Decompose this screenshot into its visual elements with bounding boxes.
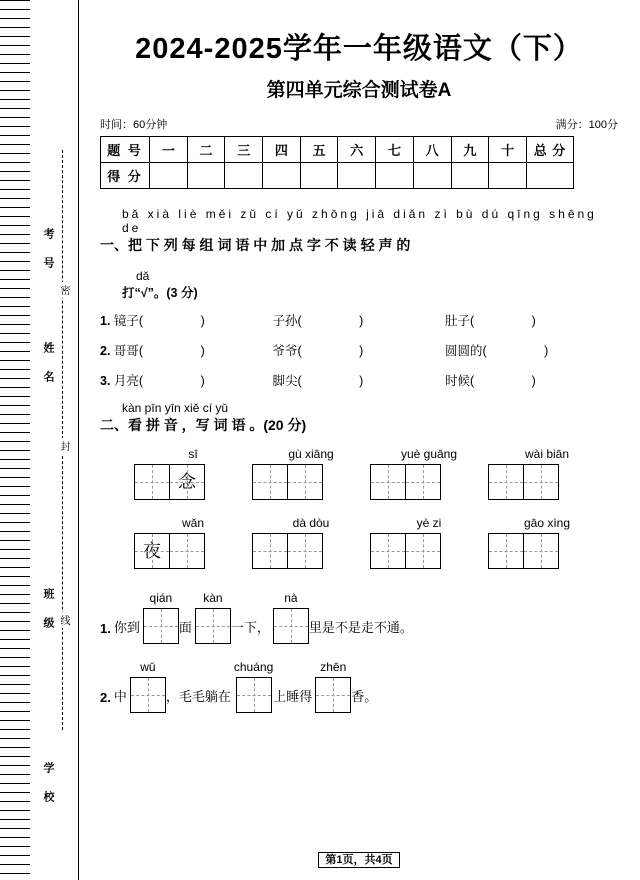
score-col-total: 总 分 [527,137,574,163]
answer-box[interactable] [523,533,559,569]
q2-pinyin-line: kàn pīn yīn xiě cí yǔ [122,401,229,415]
margin-label-exam-no: 考 号 [42,228,54,271]
score-col-10: 十 [489,137,527,163]
q2-word-7-pinyin: yè zi [416,516,442,530]
answer-box[interactable] [488,533,524,569]
q2-word-row-1 [100,447,618,500]
score-blank-6[interactable] [338,163,376,189]
q1-r1-c-close: ) [531,314,536,328]
score-blank-4[interactable] [263,163,301,189]
left-margin-strip [0,0,79,880]
answer-box[interactable] [370,464,406,500]
q2-word-4 [488,447,606,500]
q2-s2-t3: 上睡得 [273,689,313,704]
q1-r3-b[interactable]: 脚尖( [272,374,302,388]
list-item [100,311,618,329]
q2-s2-blank-2 [234,660,273,713]
time-label: 时间：60分钟 [100,119,168,131]
q2-sentence-1 [100,591,618,644]
q1-r1-num: 1. [100,314,111,328]
q1-pinyin-line2: dǎ [136,269,150,283]
q2-s2-pinyin-3: zhēn [320,660,347,674]
answer-box[interactable] [143,608,179,644]
q2-s1-t3: 一下， [230,620,270,635]
q2-s2-t2: ，毛毛躺在 [165,689,231,704]
q2-s2-t1: 中 [113,689,127,704]
meta-row [100,116,618,132]
q2-word-7 [370,516,488,569]
score-table-lead-question: 题 号 [101,137,150,163]
q2-s1-pinyin-3: nà [284,591,298,605]
q1-r2-c-close: ) [544,344,549,358]
q2-s1-blank-2 [195,591,231,644]
q1-r3-b-close: ) [359,374,364,388]
q1-r1-a-close: ) [200,314,205,328]
list-item [100,341,618,359]
seal-char-feng: 封 [56,438,71,454]
q1-pinyin-line: bǎ xià liè měi zǔ cí yǔ zhōng jiā diǎn zì bù dú qīng shēng de [122,207,597,235]
answer-box[interactable] [195,608,231,644]
q2-s1-blank-1 [143,591,179,644]
q1-r2-b[interactable]: 爷爷( [272,344,302,358]
score-col-1: 一 [150,137,188,163]
page-footer [78,850,640,868]
answer-box[interactable] [488,464,524,500]
answer-box[interactable] [252,464,288,500]
q1-r3-a[interactable]: 月亮( [113,374,144,388]
q2-s2-pinyin-2: chuáng [233,660,274,674]
q1-r3-c-close: ) [531,374,536,388]
q2-s2-num: 2. [100,690,111,705]
score-col-5: 五 [300,137,338,163]
q2-s1-blank-3 [273,591,309,644]
score-blank-7[interactable] [376,163,414,189]
answer-box[interactable] [236,677,272,713]
q2-s1-num: 1. [100,621,111,636]
q2-s1-pinyin-2: kàn [203,591,223,605]
answer-box[interactable] [287,533,323,569]
q1-r3-a-close: ) [200,374,205,388]
score-blank-10[interactable] [489,163,527,189]
paper-content [78,0,640,880]
fullscore-label: 满分：100分 [555,119,618,131]
page-subtitle: 第四单元综合测试卷A [266,80,452,101]
q1-r1-b-close: ) [359,314,364,328]
q2-s1-t1: 你到 [113,620,140,635]
score-blank-8[interactable] [413,163,451,189]
margin-label-name: 姓 名 [42,342,54,385]
answer-box[interactable] [287,464,323,500]
answer-box[interactable]: 念 [169,464,205,500]
answer-box[interactable] [169,533,205,569]
q1-items [100,311,618,389]
q2-word-8 [488,516,606,569]
q2-word-3-pinyin: yuè guāng [400,447,458,461]
q1-r2-a-close: ) [200,344,205,358]
q2-word-1-pinyin: sī [188,447,198,461]
score-col-2: 二 [187,137,225,163]
q1-r3-c[interactable]: 时候( [444,374,475,388]
q2-word-6-pinyin: dà dòu [292,516,330,530]
q2-word-6 [252,516,370,569]
score-col-8: 八 [413,137,451,163]
table-row-question-numbers [101,137,574,163]
answer-box[interactable] [405,464,441,500]
margin-label-class: 班 级 [42,588,54,631]
answer-box[interactable] [405,533,441,569]
q2-word-5-pinyin: wǎn [181,516,204,530]
q1-r2-c[interactable]: 圆圆的( [444,344,487,358]
q1-text: 一、把 下 列 每 组 词 语 中 加 点 字 不 读 轻 声 的 [100,237,411,253]
score-col-3: 三 [225,137,263,163]
seal-char-mi: 密 [56,282,71,298]
q1-r1-b[interactable]: 子孙( [272,314,302,328]
score-table [100,136,574,189]
q1-r1-a[interactable]: 镜子( [113,314,144,328]
score-blank-3[interactable] [225,163,263,189]
page-title: 2024-2025学年一年级语文（下） [135,33,583,65]
answer-box[interactable] [130,677,166,713]
q1-text2: 打“√”。(3 分) [122,286,198,300]
score-col-7: 七 [376,137,414,163]
q2-word-3 [370,447,488,500]
q2-word-row-2 [100,516,618,569]
q2-s2-pinyin-1: wǔ [140,660,156,674]
q1-r2-num: 2. [100,344,111,358]
q2-word-5 [134,516,252,569]
q2-sentence-2 [100,660,618,713]
score-blank-1[interactable] [150,163,188,189]
score-blank-9[interactable] [451,163,489,189]
score-blank-5[interactable] [300,163,338,189]
score-col-6: 六 [338,137,376,163]
q1-r3-num: 3. [100,374,111,388]
answer-box[interactable] [252,533,288,569]
q2-word-8-pinyin: gāo xìng [523,516,571,530]
answer-box[interactable] [134,464,170,500]
score-blank-total[interactable] [527,163,574,189]
q2-s1-t4: 里是不是走不通。 [308,620,413,635]
q1-r2-b-close: ) [359,344,364,358]
hatch-pattern [0,0,30,880]
list-item [100,371,618,389]
question-2 [100,401,618,713]
q2-text: 二、看 拼 音 ，写 词 语 。(20 分) [100,417,307,433]
q1-r1-c[interactable]: 肚子( [444,314,475,328]
answer-box[interactable] [315,677,351,713]
margin-label-school: 学 校 [42,762,54,805]
q2-s1-t2: 面 [178,620,192,635]
q2-word-2 [252,447,370,500]
q2-s2-t4: 香。 [351,689,378,704]
page-number: 第1页，共4页 [318,852,399,868]
q2-s2-blank-3 [315,660,351,713]
seal-char-xian: 线 [56,612,71,628]
q2-word-2-pinyin: gù xiāng [288,447,334,461]
q2-s1-pinyin-1: qián [149,591,173,605]
score-col-9: 九 [451,137,489,163]
q2-s2-blank-1 [130,660,166,713]
answer-box[interactable] [370,533,406,569]
score-blank-2[interactable] [187,163,225,189]
answer-box[interactable] [273,608,309,644]
answer-box[interactable] [523,464,559,500]
table-row-scores [101,163,574,189]
q2-word-1 [134,447,252,500]
q2-word-4-pinyin: wài biān [524,447,570,461]
answer-box[interactable]: 夜 [134,533,170,569]
score-col-4: 四 [263,137,301,163]
score-table-lead-score: 得 分 [101,163,150,189]
q1-r2-a[interactable]: 哥哥( [113,344,144,358]
question-1 [100,207,618,389]
